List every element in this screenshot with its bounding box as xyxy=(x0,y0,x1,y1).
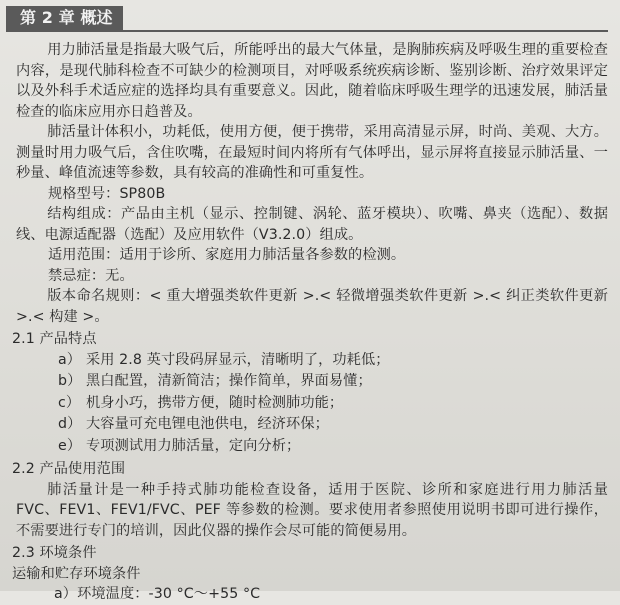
section-2-3-heading: 2.3 环境条件 xyxy=(12,545,97,561)
feature-text: 大容量可充电锂电池供电，经济环保； xyxy=(86,416,329,432)
intro-paragraph-1: 用力肺活量是指最大吸气后，所能呼出的最大气体量，是胸肺疾病及呼吸生理的重要检查内容，是现代肺科检查不可缺少的检测项目，对呼吸系统疾病诊断、鉴别诊断、治疗效果评定以及外科手术适应症的选择均具有重要意义。因此，随着临床呼吸生理学的迅速发展，肺活量检查的临床应用亦日趋普及。 xyxy=(16,42,608,120)
intro-paragraph-2: 肺活量计体积小，功耗低，使用方便，便于携带，采用高清显示屏，时尚、美观、大方。测量时用力吸气后，含住吹嘴，在最短时间内将所有气体呼出，显示屏将直接显示肺活量、一秒量、峰值流速等参数，具有较高的准确性和可重复性。 xyxy=(16,124,608,181)
feature-marker: a） xyxy=(58,351,82,368)
feature-marker: e） xyxy=(58,437,82,454)
feature-item xyxy=(58,436,608,458)
versioning-line: 版本命名规则：< 重大增强类软件更新 >.< 轻微增强类软件更新 >.< 纠正类软件更新 >.< 构建 >。 xyxy=(16,288,608,325)
usage-scope-paragraph: 肺活量计是一种手持式肺功能检查设备，适用于医院、诊所和家庭进行用力肺活量 FVC、FEV1、FEV1/FVC、PEF 等参数的检测。要求使用者参照使用说明书即可进行操作，不需要进行专门的培训，因此仪器的操作会尽可能的简便易用。 xyxy=(16,481,608,539)
feature-item xyxy=(58,414,608,436)
feature-text: 机身小巧，携带方便，随时检测肺功能； xyxy=(86,394,344,411)
feature-text: 专项测试用力肺活量，定向分析； xyxy=(86,437,301,454)
transport-storage-heading: 运输和贮存环境条件 xyxy=(12,565,141,582)
feature-item xyxy=(58,393,608,415)
feature-item xyxy=(58,350,608,372)
contraindication-line: 禁忌症：无。 xyxy=(48,267,134,284)
model-line: 规格型号：SP80B xyxy=(48,185,166,202)
feature-marker: d） xyxy=(58,416,82,432)
scope-line: 适用范围：适用于诊所、家庭用力肺活量各参数的检测。 xyxy=(48,247,406,263)
feature-text: 黑白配置，清新简洁；操作简单，界面易懂； xyxy=(86,373,372,389)
section-2-2-heading: 2.2 产品使用范围 xyxy=(12,461,126,477)
feature-marker: b） xyxy=(58,373,82,389)
feature-marker: c） xyxy=(58,394,81,411)
feature-text: 采用 2.8 英寸段码屏显示，清晰明了，功耗低； xyxy=(86,351,390,368)
section-2-1-heading: 2.1 产品特点 xyxy=(12,331,97,347)
structure-line: 结构组成：产品由主机（显示、控制键、涡轮、蓝牙模块）、吹嘴、鼻夹（选配）、数据线、电源适配器（选配）及应用软件（V3.2.0）组成。 xyxy=(16,206,608,243)
feature-item xyxy=(58,371,608,393)
temperature-item: a）环境温度：-30 °C～+55 °C xyxy=(54,586,261,602)
chapter-rule xyxy=(6,30,608,32)
feature-list xyxy=(6,350,608,458)
chapter-header xyxy=(6,6,608,34)
chapter-title: 第 2 章 概述 xyxy=(6,6,123,30)
